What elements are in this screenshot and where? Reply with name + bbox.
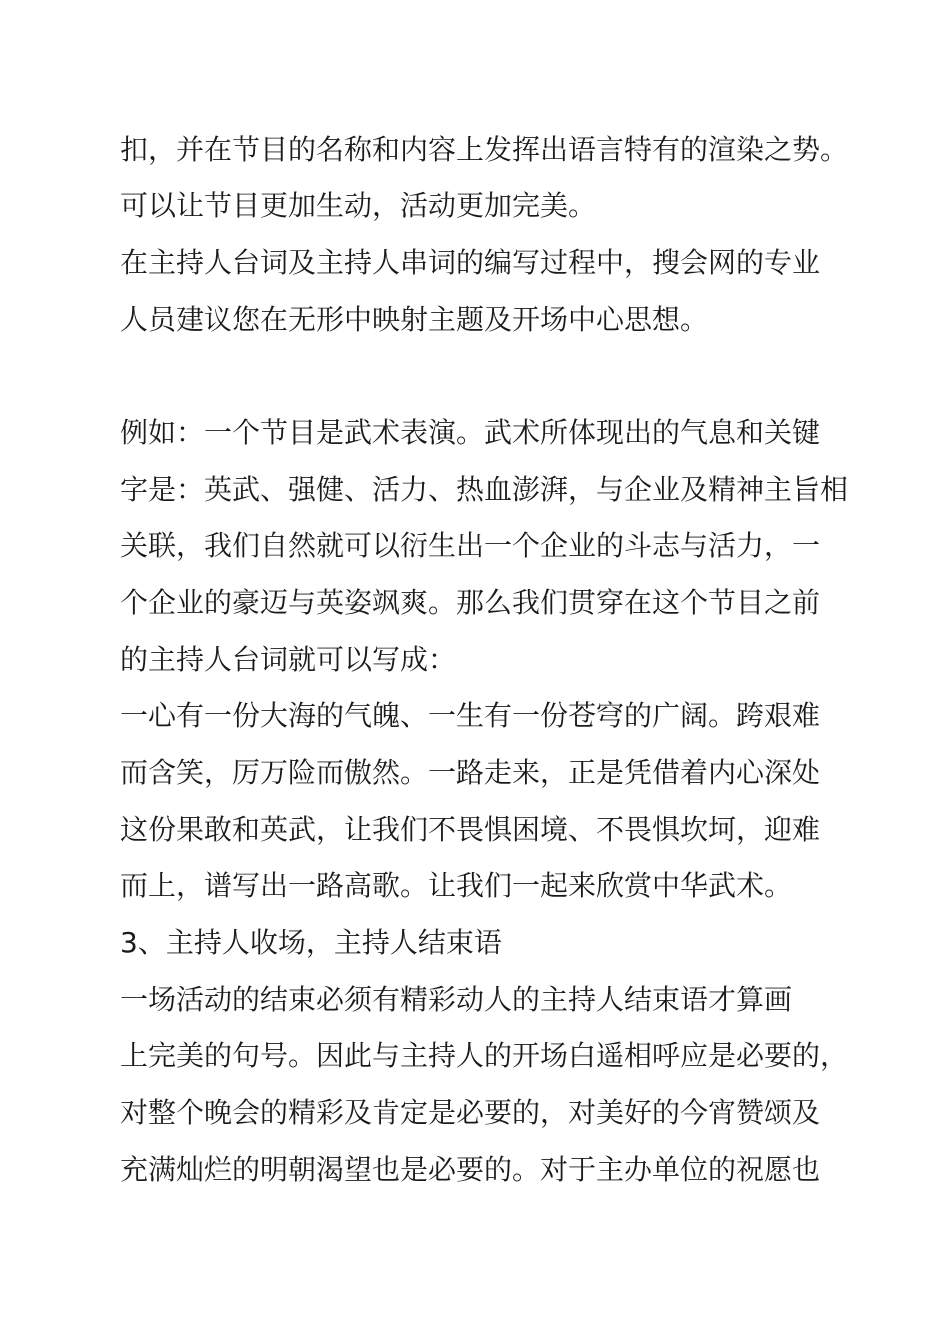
text-line: 充满灿烂的明朝渴望也是必要的。对于主办单位的祝愿也: [120, 1153, 821, 1186]
section-heading: 3、主持人收场，主持人结束语: [120, 926, 502, 959]
text-line: 对整个晚会的精彩及肯定是必要的，对美好的今宵赞颂及: [120, 1096, 821, 1129]
text-line: 在主持人台词及主持人串词的编写过程中，搜会网的专业: [120, 246, 821, 279]
text-line: 而含笑，厉万险而傲然。一路走来，正是凭借着内心深处: [120, 756, 821, 789]
text-line: 个企业的豪迈与英姿飒爽。那么我们贯穿在这个节目之前: [120, 586, 821, 619]
text-line: 人员建议您在无形中映射主题及开场中心思想。: [120, 303, 709, 336]
text-line: 这份果敢和英武，让我们不畏惧困境、不畏惧坎坷，迎难: [120, 813, 821, 846]
text-line: 例如：一个节目是武术表演。武术所体现出的气息和关键: [120, 416, 821, 449]
text-line: 而上，谱写出一路高歌。让我们一起来欣赏中华武术。: [120, 869, 793, 902]
text-line: 的主持人台词就可以写成：: [120, 643, 457, 676]
text-line: 上完美的句号。因此与主持人的开场白遥相呼应是必要的，: [120, 1039, 849, 1072]
text-line: 字是：英武、强健、活力、热血澎湃，与企业及精神主旨相: [120, 473, 849, 506]
text-line: 一心有一份大海的气魄、一生有一份苍穹的广阔。跨艰难: [120, 699, 821, 732]
text-line: 可以让节目更加生动，活动更加完美。: [120, 189, 597, 222]
text-line: 关联，我们自然就可以衍生出一个企业的斗志与活力，一: [120, 529, 821, 562]
text-line: 扣，并在节目的名称和内容上发挥出语言特有的渲染之势。: [120, 133, 849, 166]
text-line: 一场活动的结束必须有精彩动人的主持人结束语才算画: [120, 983, 793, 1016]
